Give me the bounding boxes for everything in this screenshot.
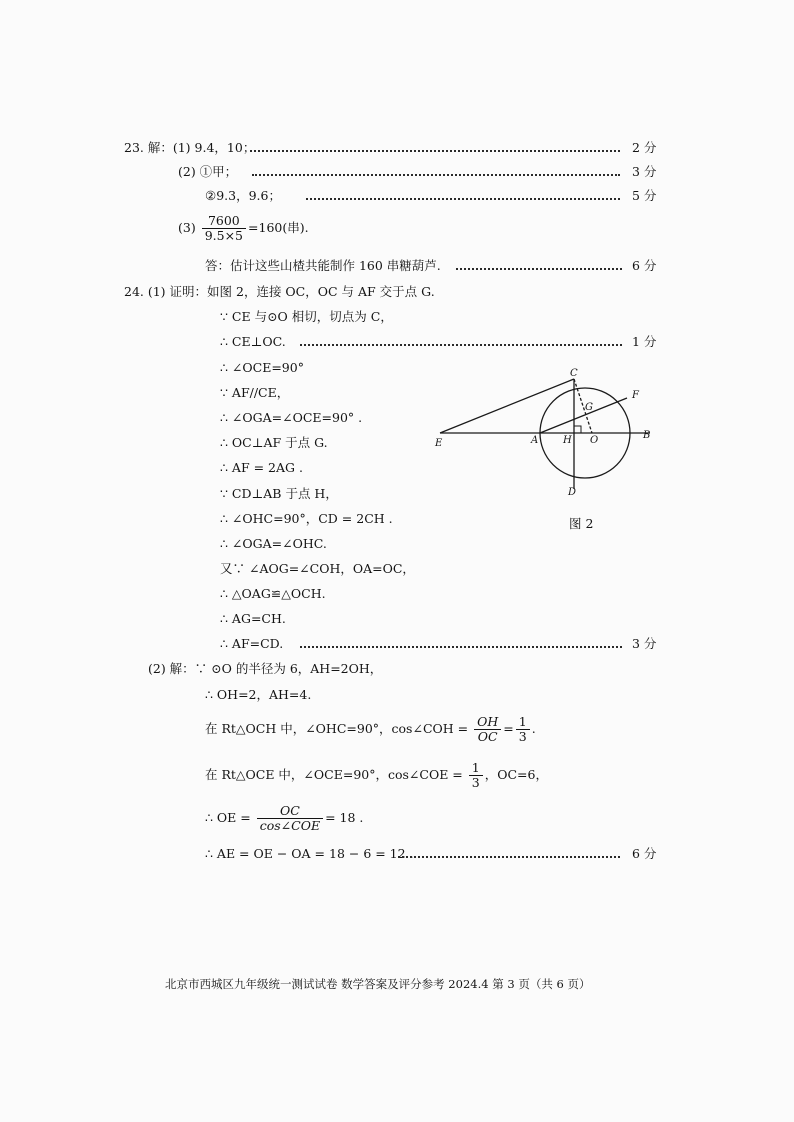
period: . [531,721,536,736]
label-f: F [632,390,639,401]
leader-dots [398,856,620,858]
score-mark: 6 分 [632,258,657,273]
proof-line: ∴ OC⊥AF 于点 G. [220,435,328,450]
denominator: cos∠COE [257,818,323,833]
page-footer: 北京市西城区九年级统一测试试卷 数学答案及评分参考 2024.4 第 3 页（共 6 页） [165,977,591,991]
score-mark: 6 分 [632,846,657,861]
denominator: 9.5×5 [202,228,246,243]
fraction [474,715,501,744]
fraction [516,715,530,744]
score-mark: 3 分 [632,636,657,651]
q23-line-2: (2) ①甲； [178,164,238,179]
fraction [202,214,246,243]
fraction [257,804,323,833]
text: ，OC=6， [484,767,548,782]
label-a: A [531,435,539,446]
proof-line: ∴ ∠OGA=∠OCE=90° . [220,410,363,425]
text: = 18 . [325,810,364,825]
proof-line: ∴ ∠OGA=∠OHC. [220,536,327,551]
numerator: OC [280,803,300,818]
leader-dots [250,150,620,152]
q23-line-4 [178,213,309,243]
leader-dots [456,268,622,270]
right-angle-mark [574,426,581,433]
proof-line: ∴ CE⊥OC. [220,334,286,349]
proof-line: 又∵ ∠AOG=∠COH，OA=OC， [220,561,415,576]
text: 在 Rt△OCH 中，∠OHC=90°，cos∠COH = [205,721,469,736]
fraction [469,761,483,790]
proof-line: ∴ AF=CD. [220,636,284,651]
text: ∴ OE = [205,810,251,825]
q23-result: =160(串). [248,220,309,235]
label-h: H [563,435,572,446]
numerator: 1 [471,760,480,775]
geometry-figure [430,368,660,508]
label-d: D [568,487,577,498]
text: 在 Rt△OCE 中，∠OCE=90°，cos∠COE = [205,767,463,782]
leader-dots [300,344,622,346]
denominator: 3 [469,775,483,790]
proof-line: ∵ AF//CE， [220,385,290,400]
proof-line-cos-coe [205,760,548,790]
score-mark: 2 分 [632,140,657,155]
score-mark: 5 分 [632,188,657,203]
leader-dots [300,646,622,648]
score-mark: 3 分 [632,164,657,179]
q24-heading: 24. (1) 证明：如图 2，连接 OC，OC 与 AF 交于点 G. [124,284,435,299]
proof-line: ∴ OH=2，AH=4. [205,687,312,702]
proof-line-oe [205,803,363,833]
proof-line: ∴ ∠OHC=90°，CD = 2CH . [220,511,393,526]
label-b: B [643,430,651,441]
label-g: G [585,402,593,413]
proof-line: ∴ AF = 2AG . [220,460,303,475]
proof-line: ∵ CE 与⊙O 相切，切点为 C， [220,309,393,324]
q24-part2-heading: (2) 解：∵ ⊙O 的半径为 6，AH=2OH， [148,661,383,676]
proof-line: ∴ AG=CH. [220,611,286,626]
figure-caption: 图 2 [569,516,594,531]
leader-dots [252,174,620,176]
proof-line-ae: ∴ AE = OE − OA = 18 − 6 = 12 . [205,846,414,861]
line-ec [440,379,574,433]
q23-line-3: ②9.3，9.6； [205,188,281,203]
denominator: 3 [516,729,530,744]
q23-part3-label: (3) [178,220,196,235]
score-mark: 1 分 [632,334,657,349]
line-af [540,398,627,433]
equals: = [503,721,514,736]
q23-line-1: 23. 解：(1) 9.4，10； [124,140,256,155]
proof-line: ∴ △OAG≌△OCH. [220,586,326,601]
numerator: OH [477,714,499,729]
leader-dots [306,198,620,200]
label-e: E [435,438,443,449]
proof-line: ∵ CD⊥AB 于点 H， [220,486,338,501]
label-o: O [590,435,599,446]
denominator: OC [474,729,501,744]
proof-line: ∴ ∠OCE=90° [220,360,304,375]
proof-line-cos-coh [205,714,536,744]
q23-answer: 答：估计这些山楂共能制作 160 串糖葫芦. [205,258,441,273]
numerator: 1 [518,714,527,729]
numerator: 7600 [207,213,240,228]
label-c: C [570,368,578,379]
